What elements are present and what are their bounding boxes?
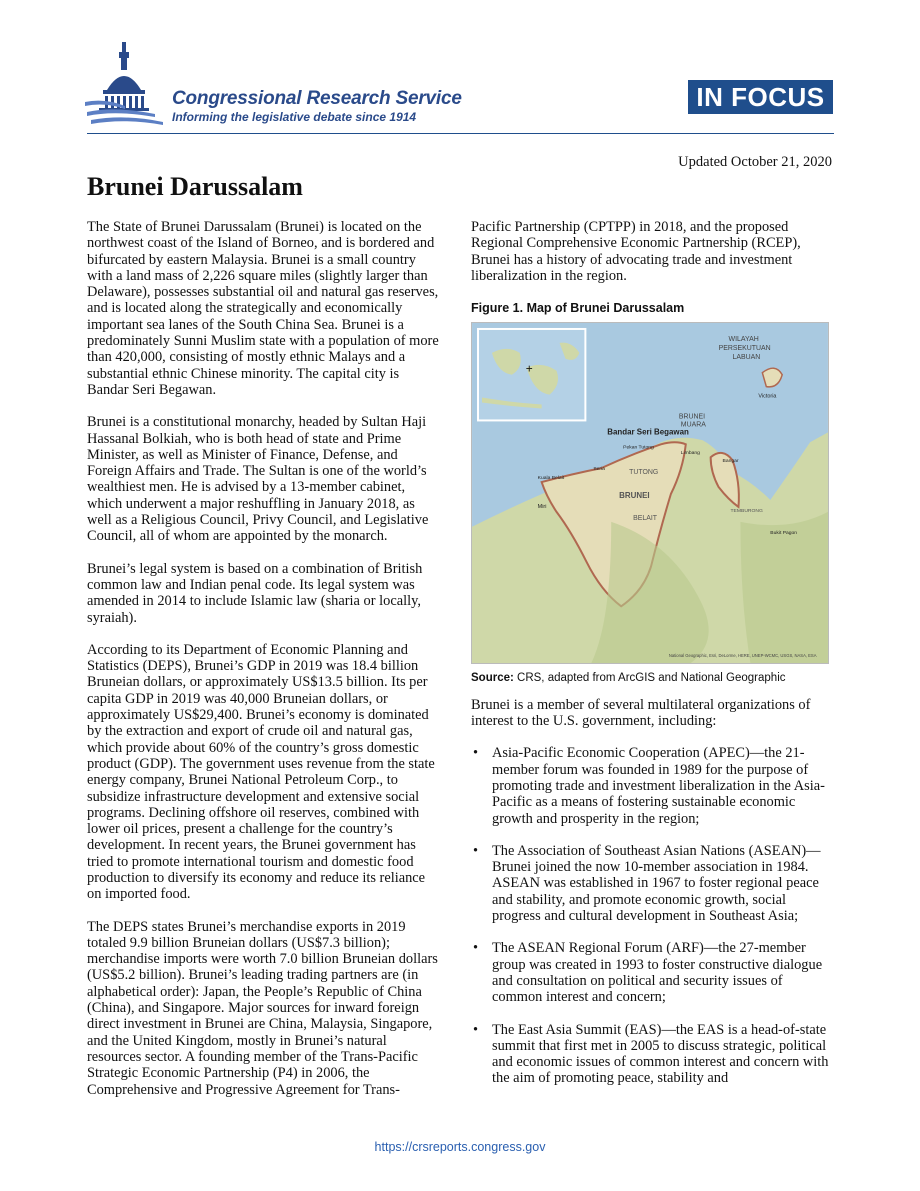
org-tagline: Informing the legislative debate since 1914: [172, 110, 417, 124]
list-item: [471, 940, 829, 1005]
list-item: [471, 843, 829, 924]
map-label: Pekan Tutong: [623, 445, 654, 451]
map-label: Victoria: [758, 394, 777, 401]
figure-title: Figure 1. Map of Brunei Darussalam: [471, 301, 685, 316]
map-credit: National Geographic, Esri, DeLorme, HERE, UNEP-WCMC, USGS, NASA, ESA: [668, 653, 817, 659]
map-label: LABUAN: [732, 354, 761, 362]
paragraph: Brunei’s legal system is based on a combination of British common law and Indian penal code. Its legal system was amended in 2014 to include Islamic law (sharia or locally, syraiah).: [87, 560, 423, 626]
map-label: TEMBURONG: [730, 509, 763, 515]
paragraph: Brunei is a member of several multilateral organizations of interest to the U.S. government, including:: [471, 696, 811, 730]
list-item-text: The ASEAN Regional Forum (ARF)—the 27-member group was created in 1993 to foster constructive dialogue and consultation on political and security issues of common interest and concern;: [492, 940, 823, 1006]
right-column: [471, 219, 829, 1103]
footer-link[interactable]: https://crsreports.congress.gov: [374, 1140, 546, 1154]
list-item: [471, 1022, 829, 1087]
map-label: Kuala Belait: [537, 476, 565, 482]
source-label: Source:: [471, 672, 514, 685]
page-title: Brunei Darussalam: [87, 172, 303, 201]
list-item-text: The East Asia Summit (EAS)—the EAS is a head-of-state summit that first met in 2005 to discuss strategic, political and economic issues of common interest and concern with the aim of promoting peace, stability and: [492, 1021, 829, 1087]
map-label: BRUNEI: [678, 413, 706, 421]
map-label: Limbang: [680, 451, 700, 457]
paragraph: According to its Department of Economic Planning and Statistics (DEPS), Brunei’s GDP in 2019 was 18.4 billion Bruneian dollars, or approximately US$13.5 billion. Its per capita GDP in 2019 was 40,000 Bruneian dollars, or approximately US$29,400. Brunei’s economy is dominated by the extraction and export of crude oil and natural gas, which provide about 60% of the country’s gross domestic product (GDP). The government uses revenue from the state energy company, Brunei National Petroleum Corp., to subsidize infrastructure development and extensive social programs. Declining offshore oil reserves, combined with lower oil prices, present a challenge for the country’s development. In recent years, the Brunei government has tried to promote international tourism and domestic food production to diversify its economy and reduce its reliance on imported food.: [87, 641, 435, 903]
capitol-dome-icon: [85, 40, 165, 130]
bullet: •: [473, 745, 479, 762]
map-label: MUARA: [680, 421, 706, 429]
organization-list: [471, 745, 829, 1086]
paragraph: The State of Brunei Darussalam (Brunei) is located on the northwest coast of the Island of Borneo, and is bordered and bifurcated by eastern Malaysia. Brunei is a small country with a land mass of 2,226 square miles (slightly larger than Delaware), possesses substantial oil and natural gas reserves, and is located along the strategically and economically important sea lanes of the South China Sea. Brunei is a predominately Sunni Muslim state with a population of more than 420,000, consisting of mostly ethnic Malays and a substantial ethnic Chinese minority. The capital city is Bandar Seri Begawan.: [87, 219, 439, 398]
paragraph: Brunei is a constitutional monarchy, headed by Sultan Haji Hassanal Bolkiah, who is both head of state and Prime Minister, as well as Minister of Finance, Defense, and Foreign Affairs and Trade. The Sultan is one of the world’s wealthiest men. He is advised by a 13-member cabinet, which underwent a major reshuffling in January 2018, as well as a Religious Council, Privy Council, and Legislative Council, all of whom are appointed by the monarch.: [87, 414, 429, 545]
paragraph: Pacific Partnership (CPTPP) in 2018, and the proposed Regional Comprehensive Economic Partnership (RCEP), Brunei has a history of advocating trade and investment liberalization in the region.: [471, 219, 801, 284]
bullet: •: [473, 842, 479, 859]
map-label: Bangar: [722, 459, 739, 465]
paragraph: The DEPS states Brunei’s merchandise exports in 2019 totaled 9.9 billion Bruneian dollars (US$7.3 billion); merchandise imports were worth 7.0 billion Bruneian dollars (US$5.2 billion). Brunei’s leading trading partners are (in alphabetical order): Japan, the People’s Republic of China (China), and Singapore. Major sources for inward foreign direct investment in Brunei are China, Malaysia, Singapore, and the United Kingdom, mostly in Brunei’s natural resources sector. A founding member of the Trans-Pacific Strategic Economic Partnership (P4) in 2006, the Comprehensive and Progressive Agreement for Trans-: [87, 918, 438, 1098]
map-label: Bukit Pagon: [770, 531, 798, 537]
org-name: Congressional Research Service: [172, 88, 462, 109]
map-label: WILAYAH: [728, 336, 759, 344]
map-label: Miri: [537, 504, 547, 511]
figure-source: [471, 670, 829, 686]
brunei-map: [471, 322, 829, 664]
list-item: [471, 745, 829, 826]
map-label: BRUNEI: [619, 491, 650, 501]
list-item-text: Asia-Pacific Economic Cooperation (APEC)—the 21-member forum was founded in 1989 for the purpose of promoting trade and investment liberalization in the Asia-Pacific as a means of fostering sustainable economic growth and prosperity in the region;: [492, 745, 825, 827]
svg-text:+: +: [525, 362, 533, 377]
left-column: [87, 219, 443, 1114]
map-label: PERSEKUTUAN: [718, 345, 771, 353]
header-divider: [87, 133, 834, 134]
list-item-text: The Association of Southeast Asian Nations (ASEAN)—Brunei joined the now 10-member association in 1984. ASEAN was established in 1967 to foster regional peace and stability, and promote economic growth, social progress and cultural development in Southeast Asia;: [492, 842, 821, 925]
updated-date: Updated October 21, 2020: [678, 154, 832, 170]
map-label: Bandar Seri Begawan: [607, 427, 689, 437]
in-focus-badge: IN FOCUS: [688, 80, 833, 114]
source-text: CRS, adapted from ArcGIS and National Geographic: [513, 672, 786, 685]
map-label: Seria: [593, 467, 605, 473]
bullet: •: [473, 1021, 479, 1038]
bullet: •: [473, 940, 479, 957]
map-label: TUTONG: [629, 469, 659, 477]
map-label: BELAIT: [633, 515, 658, 523]
